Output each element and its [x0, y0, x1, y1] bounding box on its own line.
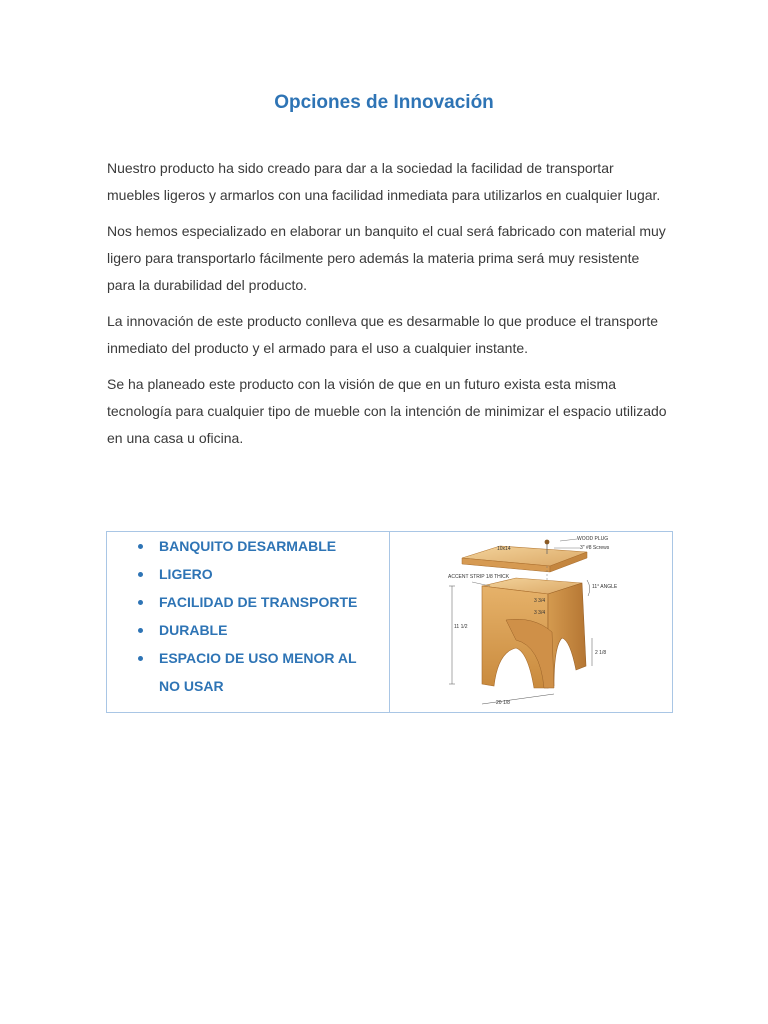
feature-label: FACILIDAD DE TRANSPORTE: [159, 594, 358, 610]
bullet-icon: [138, 544, 143, 549]
stool-side-leg: [548, 583, 586, 688]
label-top-size: 10x14: [497, 546, 511, 552]
feature-item: [107, 560, 389, 588]
stool-diagram: [442, 528, 632, 710]
feature-label: DURABLE: [159, 622, 228, 638]
paragraph-4: Se ha planeado este producto con la visión de que en un futuro exista esta misma tecnología para cualquier tipo de mueble con la intención de minimizar el espacio utilizado en una casa u oficina.: [107, 376, 667, 446]
feature-item: [107, 532, 389, 560]
feature-list-cell: [107, 532, 390, 712]
page-title: Opciones de Innovación: [274, 92, 494, 113]
paragraph-3: La innovación de este producto conlleva que es desarmable lo que produce el transporte inmediato del producto y el armado para el uso a cualquier instante.: [107, 313, 659, 356]
feature-item: [107, 644, 389, 700]
body-text: [107, 155, 667, 461]
bullet-icon: [138, 628, 143, 633]
label-side-b: 3 3/4: [534, 610, 546, 616]
feature-table: [106, 531, 673, 713]
label-height: 11 1/2: [454, 624, 468, 630]
label-angle: 11° ANGLE: [592, 584, 618, 590]
label-accent-strip: ACCENT STRIP 1/8 THICK: [448, 574, 510, 580]
feature-label: LIGERO: [159, 566, 213, 582]
paragraph-1: Nuestro producto ha sido creado para dar a la sociedad la facilidad de transportar muebles ligeros y armarlos con una facilidad inmediata para utilizarlos en cualquier lugar.: [107, 160, 661, 203]
feature-label: BANQUITO DESARMABLE: [159, 538, 337, 554]
feature-item: [107, 588, 389, 616]
label-base: 20 1/8: [496, 700, 510, 706]
paragraph-2: Nos hemos especializado en elaborar un banquito el cual será fabricado con material muy ligero para transportarlo fácilmente pero además la materia prima será muy resistente para la durabilidad del producto.: [107, 223, 666, 293]
bullet-icon: [138, 572, 143, 577]
label-screw: 3" #8 Screws: [580, 545, 610, 551]
label-foot: 2 1/8: [595, 650, 607, 656]
label-side-a: 3 3/4: [534, 598, 546, 604]
bullet-icon: [138, 600, 143, 605]
feature-item: [107, 616, 389, 644]
feature-label: ESPACIO DE USO MENOR AL NO USAR: [159, 650, 357, 694]
label-wood-plug: WOOD PLUG: [577, 536, 609, 542]
bullet-icon: [138, 656, 143, 661]
stool-image-cell: [390, 532, 672, 712]
feature-list: [107, 532, 389, 700]
